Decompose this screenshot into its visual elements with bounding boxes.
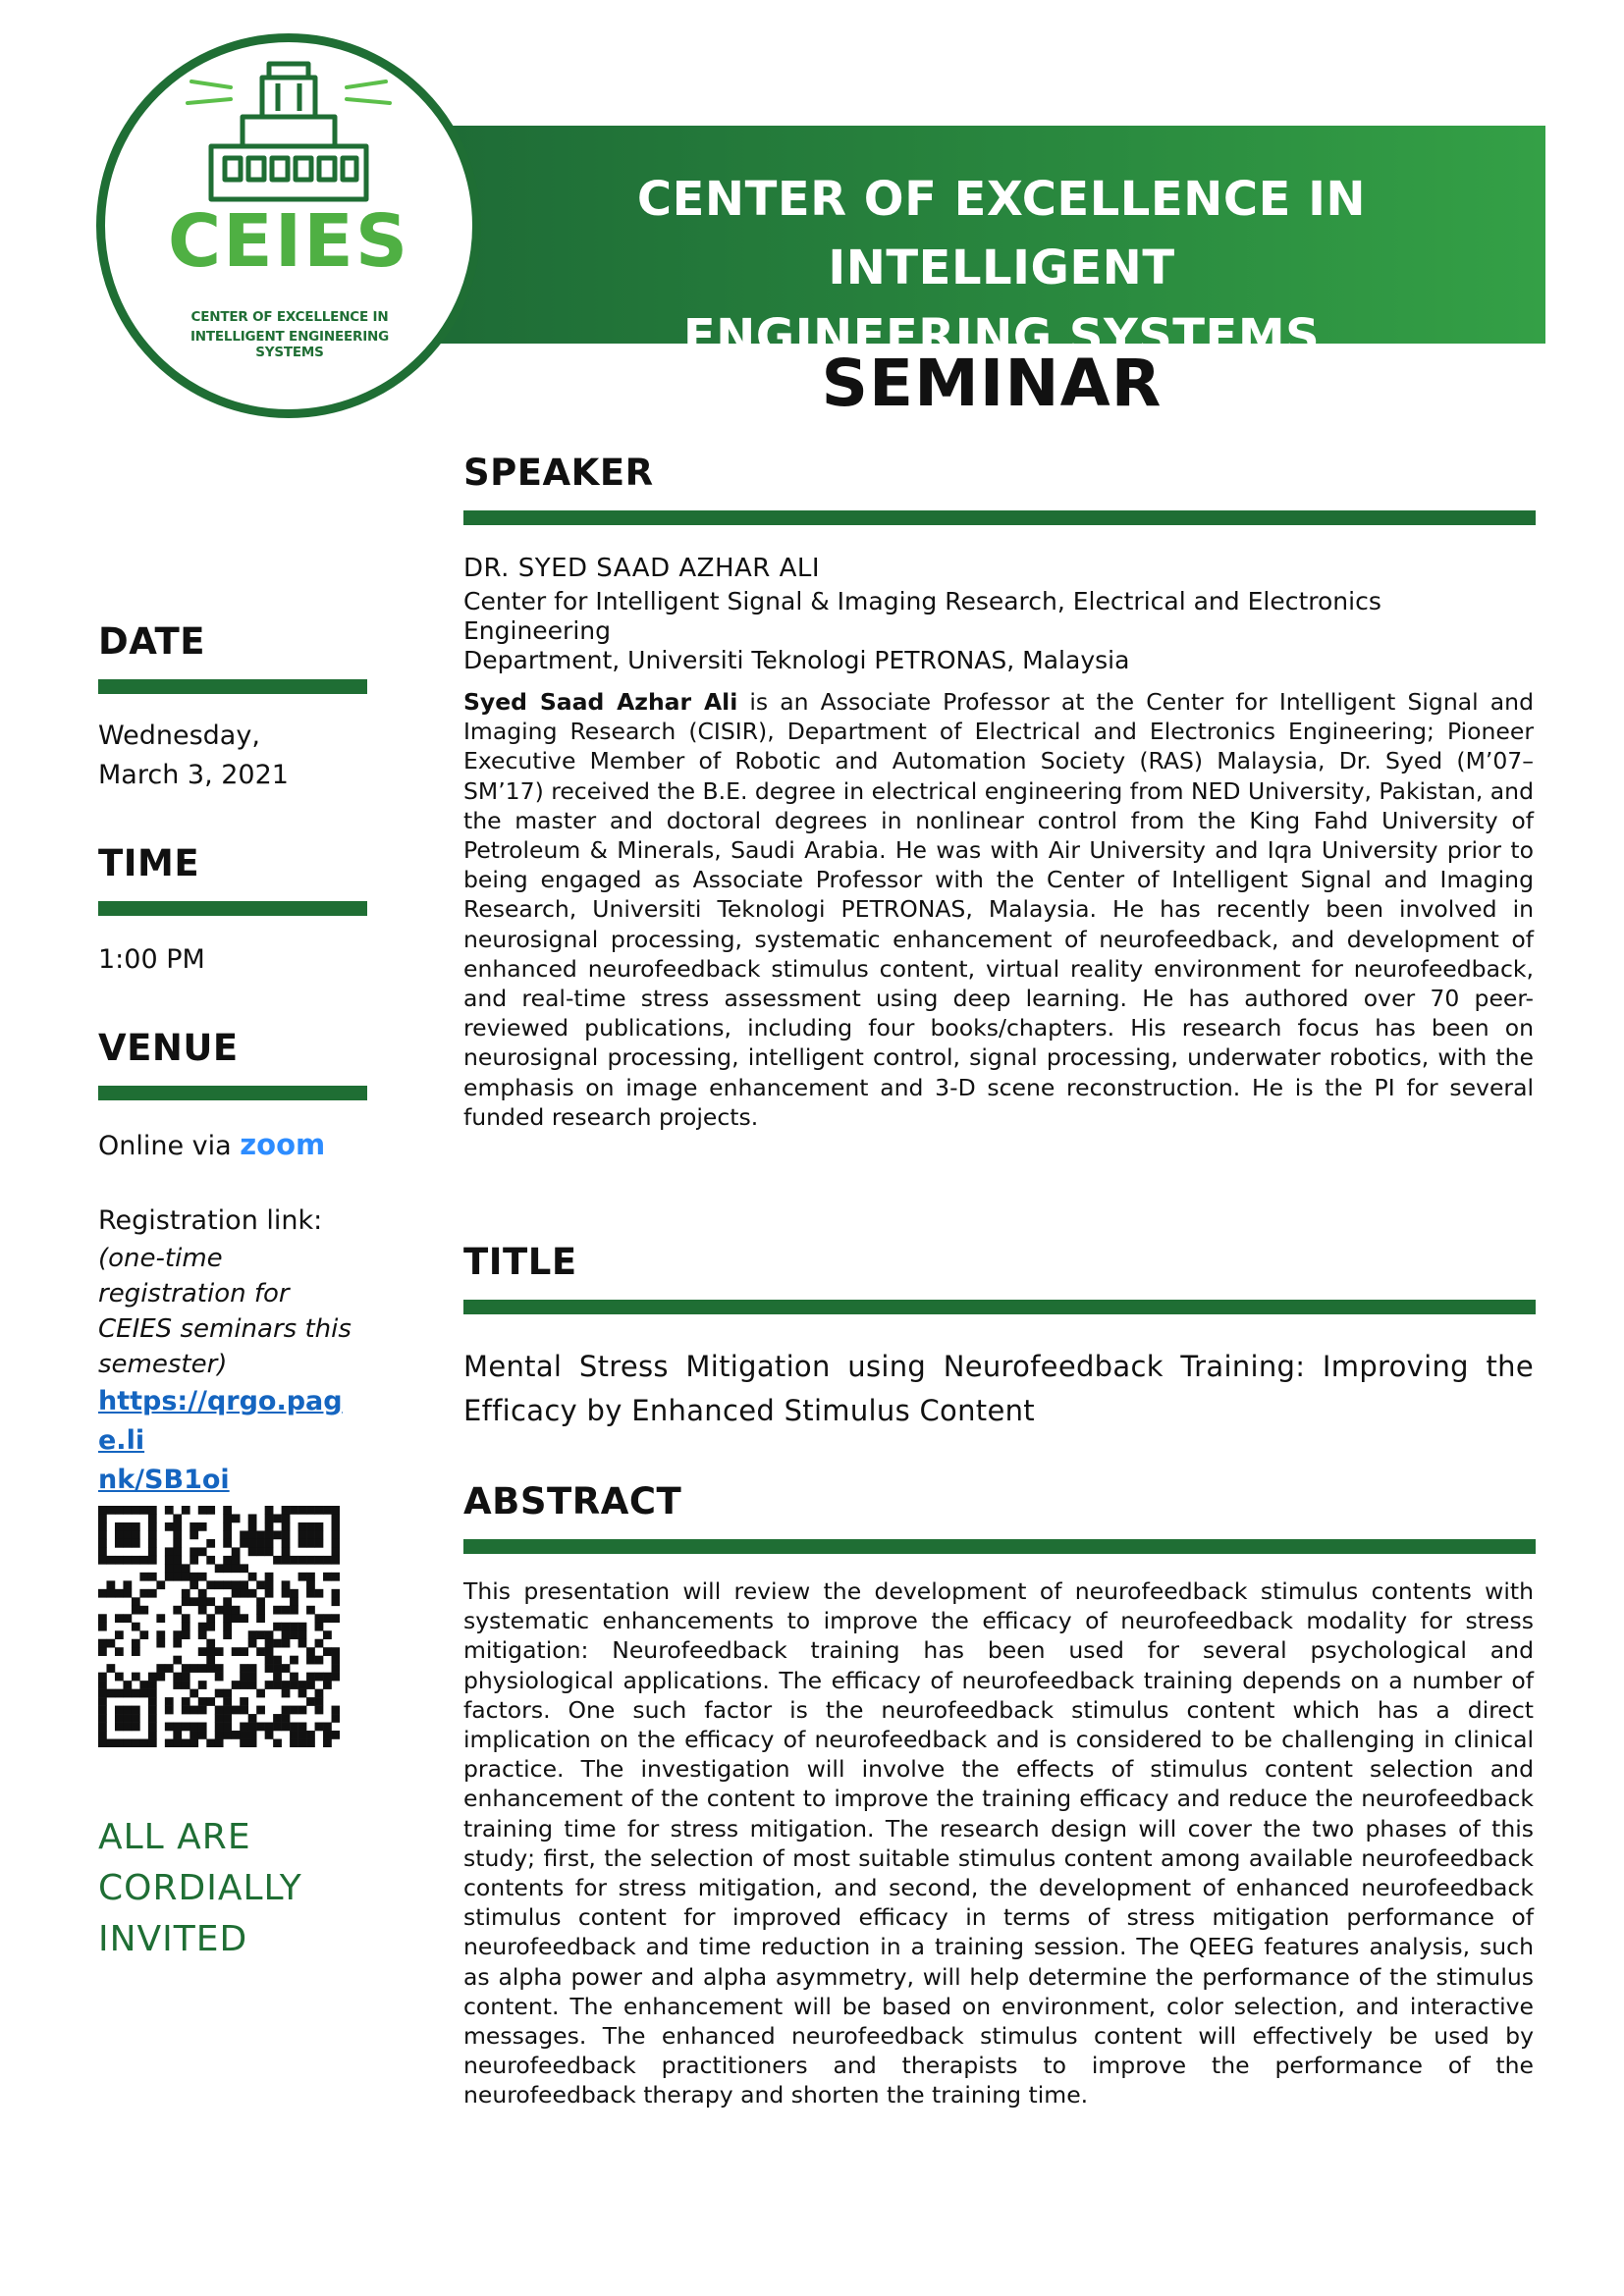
invitation-line3: INVITED (98, 1919, 248, 1959)
date-divider (98, 679, 367, 694)
logo-abbr: CEIES (167, 199, 410, 284)
abstract-divider (463, 1539, 1536, 1554)
speaker-affiliation (463, 587, 1534, 675)
center-title-line2: ENGINEERING SYSTEMS (682, 309, 1321, 364)
time-heading: TIME (98, 842, 200, 884)
affiliation-line1: Center for Intelligent Signal & Imaging Research, Electrical and Electronics Engineering (463, 587, 1381, 645)
time-divider (98, 901, 367, 916)
registration-label: Registration link: (98, 1205, 323, 1236)
event-type: SEMINAR (821, 346, 1163, 421)
venue-prefix: Online via (98, 1131, 232, 1161)
venue-heading: VENUE (98, 1027, 239, 1069)
time-value: 1:00 PM (98, 944, 205, 975)
date-weekday: Wednesday, (98, 721, 260, 751)
speaker-divider (463, 510, 1536, 525)
registration-note-4: semester) (98, 1350, 228, 1379)
venue-divider (98, 1086, 367, 1100)
registration-note-3: CEIES seminars this (98, 1314, 352, 1344)
affiliation-line2: Department, Universiti Teknologi PETRONAS, Malaysia (463, 646, 1130, 674)
registration-note-2: registration for (98, 1279, 290, 1308)
date-heading: DATE (98, 620, 205, 663)
speaker-name: DR. SYED SAAD AZHAR ALI (463, 554, 821, 583)
zoom-logo-icon: zoom (240, 1128, 326, 1161)
invitation-note (98, 1812, 353, 1965)
bio-speaker-name: Syed Saad Azhar Ali (463, 688, 738, 716)
registration-link-part1[interactable]: https://qrgo.page.li (98, 1386, 343, 1456)
speaker-heading: SPEAKER (463, 452, 654, 494)
date-day: March 3, 2021 (98, 760, 289, 790)
abstract-heading: ABSTRACT (463, 1480, 682, 1522)
abstract-text: This presentation will review the development of neurofeedback stimulus contents with systematic enhancements to improve the efficacy of neurofeedback modality for stress mitigation: Neurofeedback training has been used for several psychological and physiological applications. The efficacy of neurofeedback training depends on a number of factors. One such factor is the neurofeedback stimulus content which has a direct implication on the efficacy of neurofeedback and is considered to be challenging in clinical practice. The investigation will involve the effects of stimulus content selection and enhancement of the content to improve the training efficacy and reduce the neurofeedback training time for stress mitigation. The research design will cover the two phases of this study; first, the selection of most suitable stimulus content among available neurofeedback contents for stress mitigation, and second, the development of enhanced neurofeedback stimulus content for improved efficacy in terms of stress mitigation performance of neurofeedback and time reduction in a training session. The QEEG features analysis, such as alpha power and alpha asymmetry, will help determine the performance of the stimulus content. The enhancement will be based on environment, color selection, and interactive messages. The enhanced neurofeedback stimulus content will effectively be used by neurofeedback practitioners and therapists to improve the performance of the neurofeedback therapy and shorten the training time. (463, 1577, 1534, 2109)
title-heading: TITLE (463, 1241, 577, 1283)
bio-text: is an Associate Professor at the Center for Intelligent Signal and Imaging Research (CISIR), Department of Electrical and Electronics Engineering; Pioneer Executive Member of Robotic and Automation Society (RAS) Malaysia, Dr. Syed (M’07–SM’17) received the B.E. degree in electrical engineering from NED University, Pakistan, and the master and doctoral degrees in nonlinear control from the King Fahd University of Petroleum & Minerals, Saudi Arabia. He was with Air University and Iqra University prior to being engaged as Associate Professor with the Center of Intelligent Signal and Imaging Research, Universiti Teknologi PETRONAS, Malaysia. He has recently been involved in neurosignal processing, systematic enhancement of neurofeedback, and development of enhanced neurofeedback stimulus content, virtual reality environment for neurofeedback, and real-time stress assessment using deep learning. He has authored over 70 peer-reviewed publications, including four books/chapters. His research focus has been on neurosignal processing, intelligent control, signal processing, underwater robotics, with the emphasis on image enhancement and 3-D scene reconstruction. He is the PI for several funded research projects. (463, 688, 1534, 1131)
registration-block (98, 1201, 363, 1500)
registration-link[interactable] (98, 1382, 363, 1500)
title-divider (463, 1300, 1536, 1314)
logo-caption-line2: INTELLIGENT ENGINEERING SYSTEMS (189, 329, 390, 360)
talk-title: Mental Stress Mitigation using Neurofeedback Training: Improving the Efficacy by Enhanced Stimulus Content (463, 1350, 1534, 1427)
registration-note-1: (one-time (98, 1244, 223, 1273)
qr-code-icon[interactable] (98, 1506, 340, 1747)
center-title-line1: CENTER OF EXCELLENCE IN INTELLIGENT (636, 172, 1367, 295)
date-value (98, 717, 289, 795)
logo-caption-line1: CENTER OF EXCELLENCE IN (190, 309, 389, 325)
ceies-logo (96, 33, 481, 418)
center-title (471, 165, 1532, 371)
invitation-line2: CORDIALLY (98, 1868, 302, 1908)
invitation-line1: ALL ARE (98, 1817, 251, 1857)
venue-value (98, 1125, 325, 1166)
registration-link-part2[interactable]: nk/SB1oi (98, 1465, 230, 1495)
speaker-bio (463, 687, 1534, 1132)
